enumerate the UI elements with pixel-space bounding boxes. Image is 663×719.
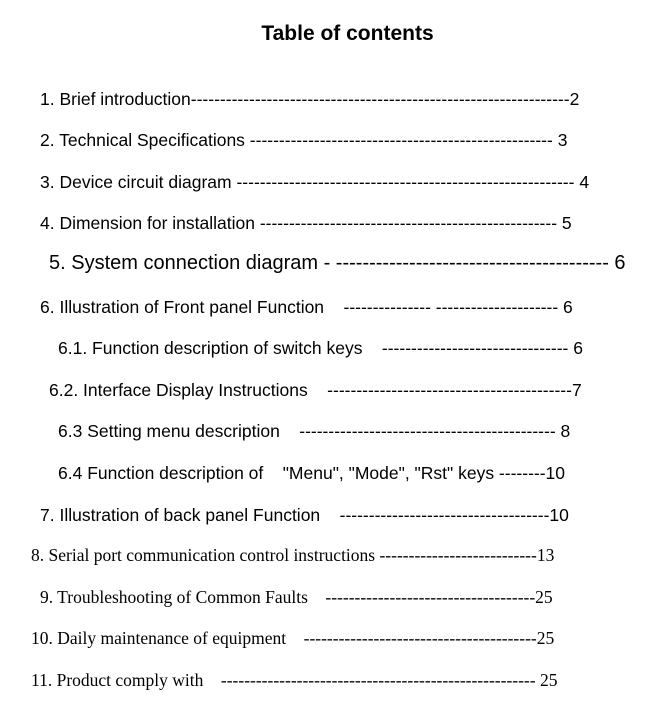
- toc-entry-5: 5. System connection diagram - ----------------------------------------- 6: [49, 252, 626, 274]
- toc-entry-6-1: 6.1. Function description of switch keys -------------------------------- 6: [58, 338, 583, 358]
- toc-entry-9: 9. Troubleshooting of Common Faults ------------------------------------25: [40, 587, 553, 607]
- page-title: Table of contents: [261, 22, 434, 45]
- toc-entry-1: 1. Brief introduction-----------------------------------------------------------------2: [40, 89, 580, 109]
- toc-entry-3: 3. Device circuit diagram ---------------------------------------------------------- 4: [40, 172, 590, 192]
- toc-entry-6-2: 6.2. Interface Display Instructions ------------------------------------------7: [49, 380, 582, 400]
- toc-entry-6: 6. Illustration of Front panel Function --------------- --------------------- 6: [40, 297, 573, 317]
- toc-entry-11: 11. Product comply with ------------------------------------------------------ 25: [31, 670, 558, 690]
- toc-entry-7: 7. Illustration of back panel Function ------------------------------------10: [40, 505, 569, 525]
- toc-entry-10: 10. Daily maintenance of equipment ----------------------------------------25: [31, 628, 555, 648]
- toc-entry-2: 2. Technical Specifications ---------------------------------------------------- 3: [40, 130, 568, 150]
- toc-entry-6-3: 6.3 Setting menu description -------------------------------------------- 8: [58, 421, 571, 441]
- toc-entry-6-4: 6.4 Function description of "Menu", "Mode", "Rst" keys --------10: [58, 463, 566, 483]
- toc-entry-8: 8. Serial port communication control instructions ---------------------------13: [31, 545, 555, 565]
- toc-entry-4: 4. Dimension for installation --------------------------------------------------- 5: [40, 213, 572, 233]
